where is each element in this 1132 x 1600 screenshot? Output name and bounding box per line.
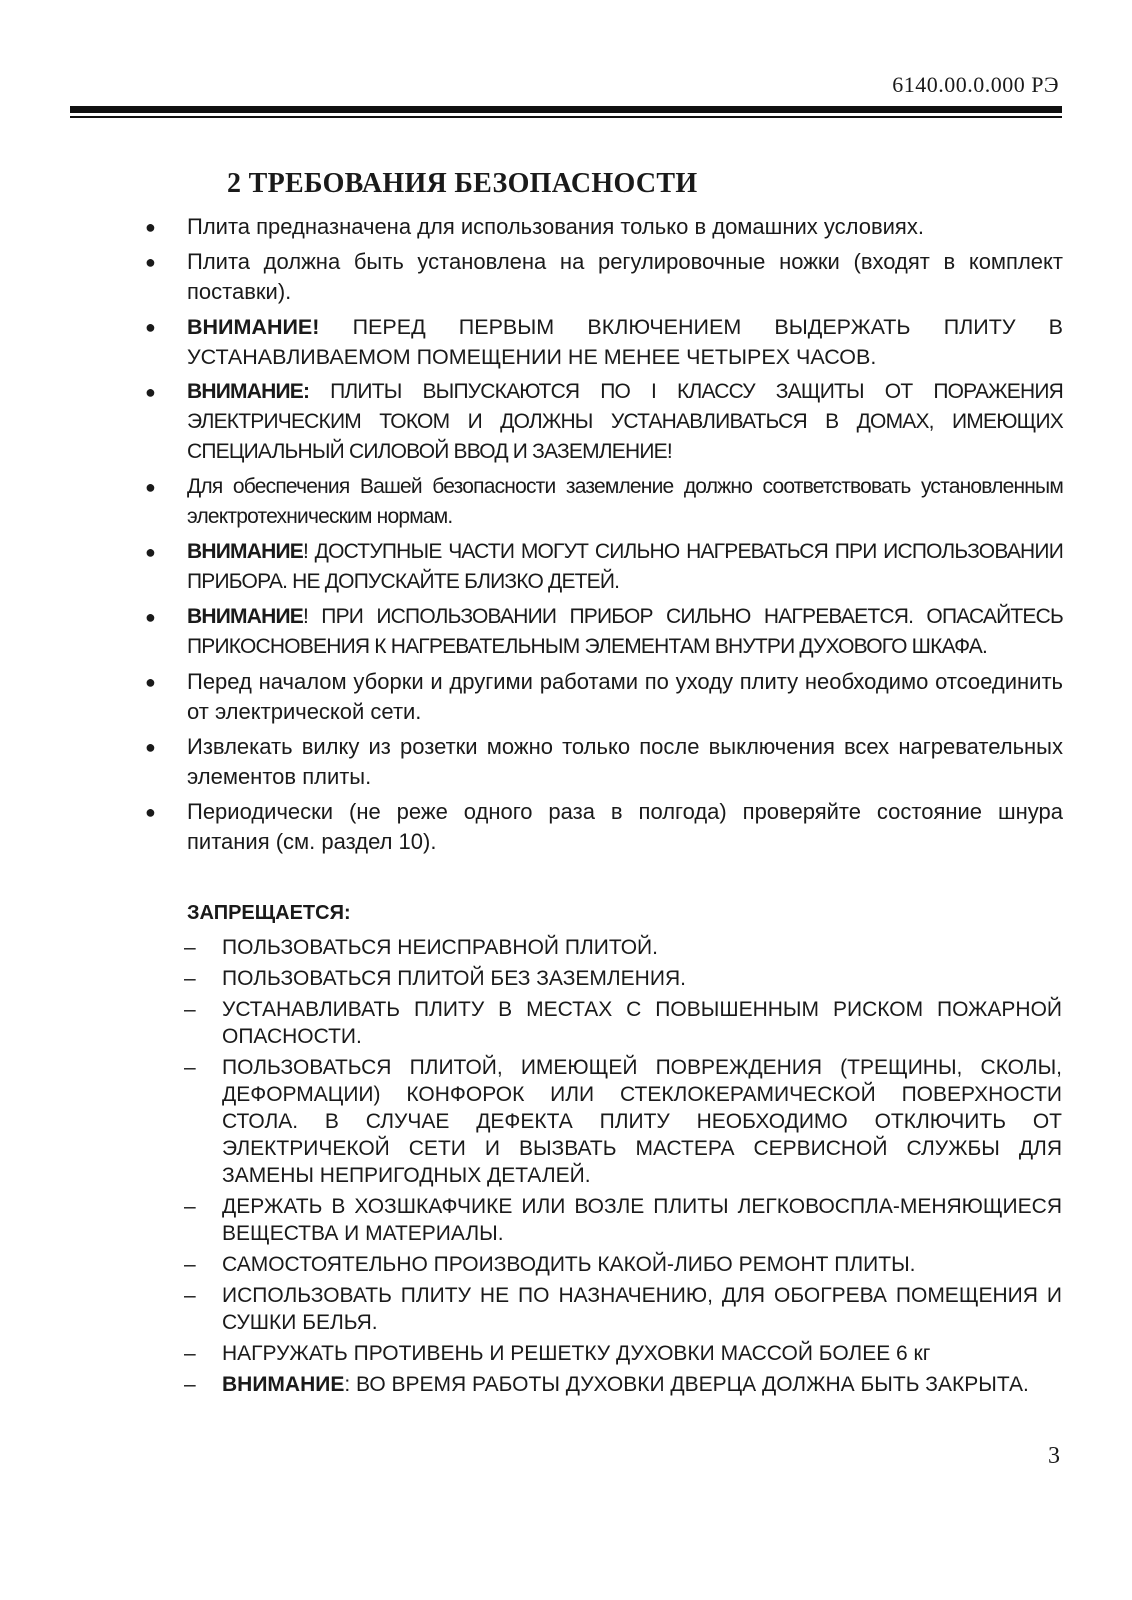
header-rule-thin: [70, 116, 1062, 118]
prohibited-heading: ЗАПРЕЩАЕТСЯ:: [187, 902, 351, 924]
bullet-item: [143, 212, 1063, 242]
bullet-text: ПЛИТЫ ВЫПУСКАЮТСЯ ПО I КЛАССУ ЗАЩИТЫ ОТ ПОРАЖЕНИЯ ЭЛЕКТРИЧЕСКИМ ТОКОМ И ДОЛЖНЫ УСТАНАВЛИВАТЬСЯ В ДОМАХ, ИМЕЮЩИХ СПЕЦИАЛЬНЫЙ СИЛОВОЙ ВВОД И ЗАЗЕМЛЕНИЕ!: [187, 380, 1063, 463]
bullet-item: [143, 377, 1063, 467]
prohibited-item: [180, 1193, 1062, 1247]
bullet-text: ПЕРЕД ПЕРВЫМ ВКЛЮЧЕНИЕМ ВЫДЕРЖАТЬ ПЛИТУ В УСТАНАВЛИВАЕМОМ ПОМЕЩЕНИИ НЕ МЕНЕЕ ЧЕТЫРЕХ ЧАСОВ.: [187, 315, 1063, 369]
bullet-icon: ●: [145, 737, 156, 757]
bullet-item: [143, 602, 1063, 662]
prohibited-item: [180, 965, 1062, 992]
bullet-icon: ●: [145, 542, 156, 562]
dash-icon: –: [184, 936, 196, 959]
prohibited-list: [180, 934, 1062, 1402]
prohibited-item: [180, 1054, 1062, 1189]
bullet-strong: ВНИМАНИЕ!: [187, 315, 320, 339]
dash-icon: –: [184, 1056, 196, 1079]
bullet-item: [143, 537, 1063, 597]
prohibited-text: ИСПОЛЬЗОВАТЬ ПЛИТУ НЕ ПО НАЗНАЧЕНИЮ, ДЛЯ ОБОГРЕВА ПОМЕЩЕНИЯ И СУШКИ БЕЛЬЯ.: [222, 1284, 1062, 1334]
bullet-icon: ●: [145, 252, 156, 272]
prohibited-item: [180, 934, 1062, 961]
bullet-text: Перед началом уборки и другими работами по уходу плиту необходимо отсоединить от электрической сети.: [187, 669, 1063, 724]
bullet-icon: ●: [145, 802, 156, 822]
bullet-text: ! ДОСТУПНЫЕ ЧАСТИ МОГУТ СИЛЬНО НАГРЕВАТЬСЯ ПРИ ИСПОЛЬЗОВАНИИ ПРИБОРА. НЕ ДОПУСКАЙТЕ БЛИЗКО ДЕТЕЙ.: [187, 540, 1063, 593]
prohibited-text: : ВО ВРЕМЯ РАБОТЫ ДУХОВКИ ДВЕРЦА ДОЛЖНА БЫТЬ ЗАКРЫТА.: [344, 1373, 1029, 1396]
bullet-item: [143, 732, 1063, 792]
section-title: 2 ТРЕБОВАНИЯ БЕЗОПАСНОСТИ: [227, 168, 698, 199]
bullet-item: [143, 797, 1063, 857]
bullet-icon: ●: [145, 382, 156, 402]
bullet-item: [143, 247, 1063, 307]
document-code: 6140.00.0.000 РЭ: [892, 72, 1059, 97]
bullet-item: [143, 667, 1063, 727]
dash-icon: –: [184, 1342, 196, 1365]
prohibited-item: [180, 1282, 1062, 1336]
prohibited-item: [180, 1340, 1062, 1367]
bullet-text: Извлекать вилку из розетки можно только после выключения всех нагревательных элементов плиты.: [187, 734, 1063, 789]
dash-icon: –: [184, 1284, 196, 1307]
dash-icon: –: [184, 998, 196, 1021]
bullet-text: Плита предназначена для использования только в домашних условиях.: [187, 214, 924, 239]
bullet-icon: ●: [145, 607, 156, 627]
prohibited-strong: ВНИМАНИЕ: [222, 1373, 345, 1396]
dash-icon: –: [184, 1373, 196, 1396]
bullet-icon: ●: [145, 217, 156, 237]
header-rule-thick: [70, 106, 1062, 113]
prohibited-text: ПОЛЬЗОВАТЬСЯ ПЛИТОЙ БЕЗ ЗАЗЕМЛЕНИЯ.: [222, 967, 686, 990]
prohibited-item: [180, 996, 1062, 1050]
prohibited-item: [180, 1251, 1062, 1278]
prohibited-text: САМОСТОЯТЕЛЬНО ПРОИЗВОДИТЬ КАКОЙ-ЛИБО РЕМОНТ ПЛИТЫ.: [222, 1253, 916, 1276]
bullet-strong: ВНИМАНИЕ: [187, 605, 303, 628]
bullet-text: ! ПРИ ИСПОЛЬЗОВАНИИ ПРИБОР СИЛЬНО НАГРЕВАЕТСЯ. ОПАСАЙТЕСЬ ПРИКОСНОВЕНИЯ К НАГРЕВАТЕЛЬНЫМ ЭЛЕМЕНТАМ ВНУТРИ ДУХОВОГО ШКАФА.: [187, 605, 1063, 658]
bullet-text: Плита должна быть установлена на регулировочные ножки (входят в комплект поставки).: [187, 249, 1063, 304]
bullet-icon: ●: [145, 672, 156, 692]
bullet-icon: ●: [145, 317, 156, 337]
page-number: 3: [1048, 1443, 1060, 1469]
bullet-strong: ВНИМАНИЕ:: [187, 380, 310, 403]
dash-icon: –: [184, 967, 196, 990]
prohibited-item: [180, 1371, 1062, 1398]
bullet-item: [143, 312, 1063, 372]
bullet-icon: ●: [145, 477, 156, 497]
safety-bullet-list: [143, 212, 1063, 862]
prohibited-text: УСТАНАВЛИВАТЬ ПЛИТУ В МЕСТАХ С ПОВЫШЕННЫМ РИСКОМ ПОЖАРНОЙ ОПАСНОСТИ.: [222, 998, 1062, 1048]
prohibited-text: НАГРУЖАТЬ ПРОТИВЕНЬ И РЕШЕТКУ ДУХОВКИ МАССОЙ БОЛЕЕ 6 кг: [222, 1342, 931, 1365]
bullet-text: Периодически (не реже одного раза в полгода) проверяйте состояние шнура питания (см. раздел 10).: [187, 799, 1063, 854]
prohibited-text: ПОЛЬЗОВАТЬСЯ ПЛИТОЙ, ИМЕЮЩЕЙ ПОВРЕЖДЕНИЯ (ТРЕЩИНЫ, СКОЛЫ, ДЕФОРМАЦИИ) КОНФОРОК ИЛИ СТЕКЛОКЕРАМИЧЕСКОЙ ПОВЕРХНОСТИ СТОЛА. В СЛУЧАЕ ДЕФЕКТА ПЛИТУ НЕОБХОДИМО ОТКЛЮЧИТЬ ОТ ЭЛЕКТРИЧЕКОЙ СЕТИ И ВЫЗВАТЬ МАСТЕРА СЕРВИСНОЙ СЛУЖБЫ ДЛЯ ЗАМЕНЫ НЕПРИГОДНЫХ ДЕТАЛЕЙ.: [222, 1056, 1062, 1187]
bullet-strong: ВНИМАНИЕ: [187, 540, 303, 563]
dash-icon: –: [184, 1253, 196, 1276]
dash-icon: –: [184, 1195, 196, 1218]
bullet-item: [143, 472, 1063, 532]
prohibited-text: ДЕРЖАТЬ В ХОЗШКАФЧИКЕ ИЛИ ВОЗЛЕ ПЛИТЫ ЛЕГКОВОСПЛА-МЕНЯЮЩИЕСЯ ВЕЩЕСТВА И МАТЕРИАЛЫ.: [222, 1195, 1062, 1245]
bullet-text: Для обеспечения Вашей безопасности заземление должно соответствовать установленным электротехническим нормам.: [187, 475, 1063, 528]
prohibited-text: ПОЛЬЗОВАТЬСЯ НЕИСПРАВНОЙ ПЛИТОЙ.: [222, 936, 658, 959]
